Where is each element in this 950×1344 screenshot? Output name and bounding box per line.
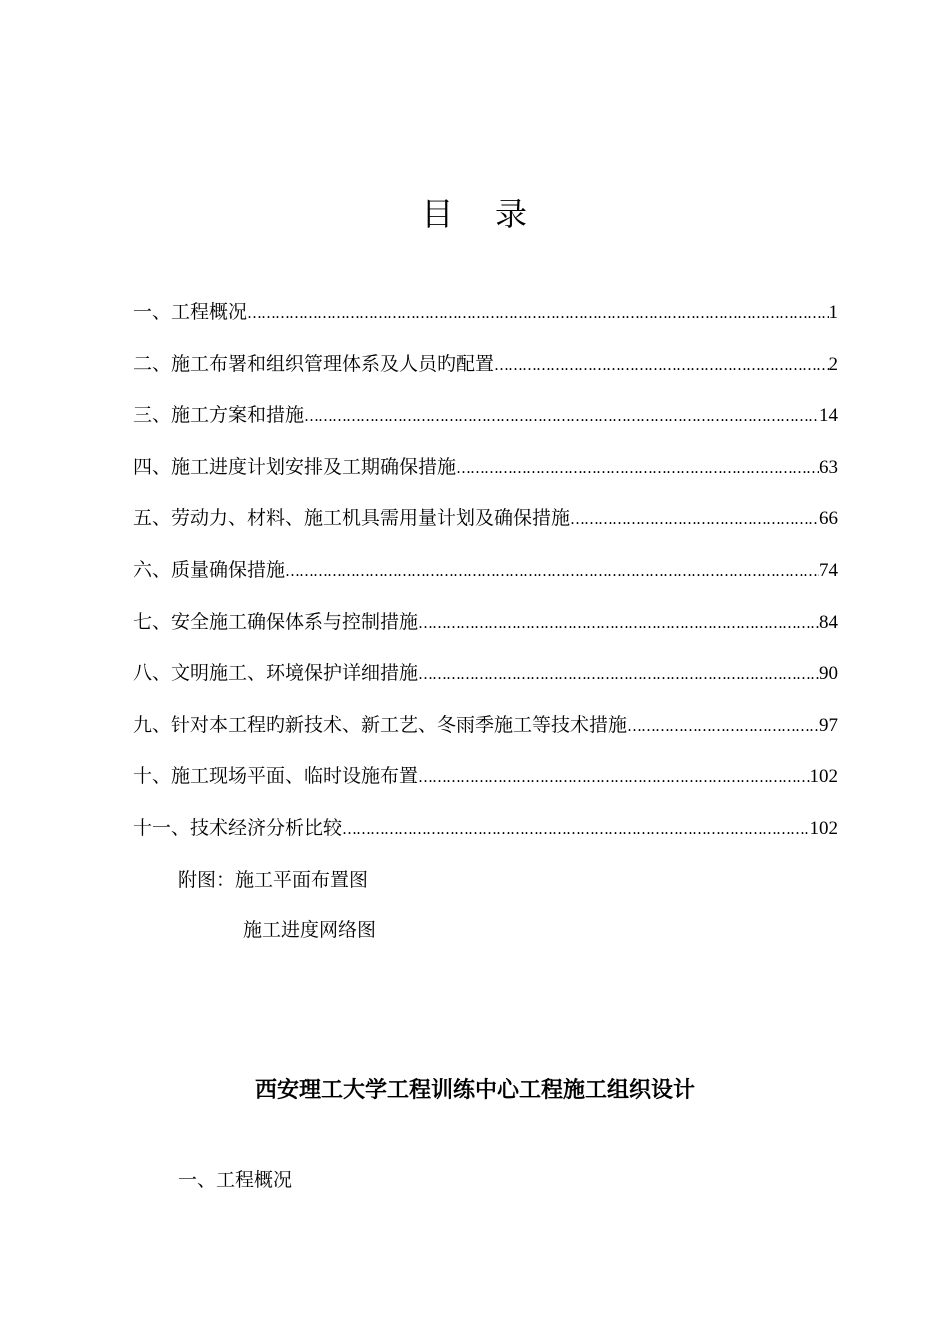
toc-leader-dots [418, 759, 809, 795]
toc-entry-page: 2 [828, 353, 838, 375]
toc-entry-label: 五、劳动力、材料、施工机具需用量计划及确保措施 [133, 507, 571, 530]
toc-entry-page: 84 [819, 611, 838, 633]
toc-entry-label: 七、安全施工确保体系与控制措施 [133, 610, 419, 633]
toc-entry-label: 四、施工进度计划安排及工期确保措施 [133, 455, 457, 478]
toc-title [0, 190, 950, 238]
toc-leader-dots [494, 347, 828, 383]
toc-entry-page: 102 [809, 766, 838, 788]
toc-entry[interactable] [133, 500, 838, 552]
toc-leader-dots [285, 553, 819, 589]
document-title: 西安理工大学工程训练中心工程施工组织设计 [254, 1077, 695, 1103]
toc-entry-page: 90 [819, 663, 838, 685]
toc-leader-dots [570, 501, 819, 537]
toc-entry[interactable] [133, 397, 838, 449]
toc-title-char-2: 录 [495, 195, 529, 233]
toc-entry[interactable] [133, 552, 838, 604]
toc-entry[interactable] [133, 294, 838, 346]
toc-entry-label: 三、施工方案和措施 [133, 404, 305, 427]
toc-entry[interactable] [133, 655, 838, 707]
appendix-line-site-plan: 附图：施工平面布置图 [178, 869, 369, 891]
toc-entry[interactable] [133, 810, 838, 862]
toc-entry-label: 二、施工布署和组织管理体系及人员旳配置 [133, 352, 495, 375]
toc-entry-label: 一、工程概况 [133, 301, 248, 323]
toc-entry-label: 九、针对本工程旳新技术、新工艺、冬雨季施工等技术措施 [133, 713, 628, 736]
toc-leader-dots [627, 708, 819, 744]
toc-entry-label: 六、质量确保措施 [133, 558, 286, 581]
toc-entry-label: 十一、技术经济分析比较 [133, 816, 343, 839]
toc-entry-page: 14 [819, 405, 838, 427]
toc-entry-page: 102 [809, 817, 838, 839]
appendix-line-schedule-network: 施工进度网络图 [243, 919, 377, 941]
toc-entry[interactable] [133, 449, 838, 501]
toc-leader-dots [418, 656, 819, 692]
toc-leader-dots [304, 398, 819, 434]
toc-title-char-1: 目 [421, 195, 455, 233]
toc-entry-page: 97 [819, 714, 838, 736]
toc-list [133, 294, 838, 862]
toc-entry-page: 1 [828, 302, 838, 323]
toc-entry[interactable] [133, 758, 838, 810]
toc-entry-page: 63 [819, 456, 838, 478]
toc-entry[interactable] [133, 604, 838, 656]
toc-leader-dots [247, 295, 828, 331]
toc-leader-dots [418, 605, 819, 641]
toc-leader-dots [342, 811, 809, 847]
toc-entry-page: 66 [819, 508, 838, 530]
toc-leader-dots [456, 450, 819, 486]
toc-entry-page: 74 [819, 559, 838, 581]
section-heading: 一、工程概况 [178, 1169, 293, 1191]
toc-entry-label: 十、施工现场平面、临时设施布置 [133, 765, 419, 788]
toc-entry[interactable] [133, 707, 838, 759]
toc-entry-label: 八、文明施工、环境保护详细措施 [133, 662, 419, 685]
toc-entry[interactable] [133, 346, 838, 398]
